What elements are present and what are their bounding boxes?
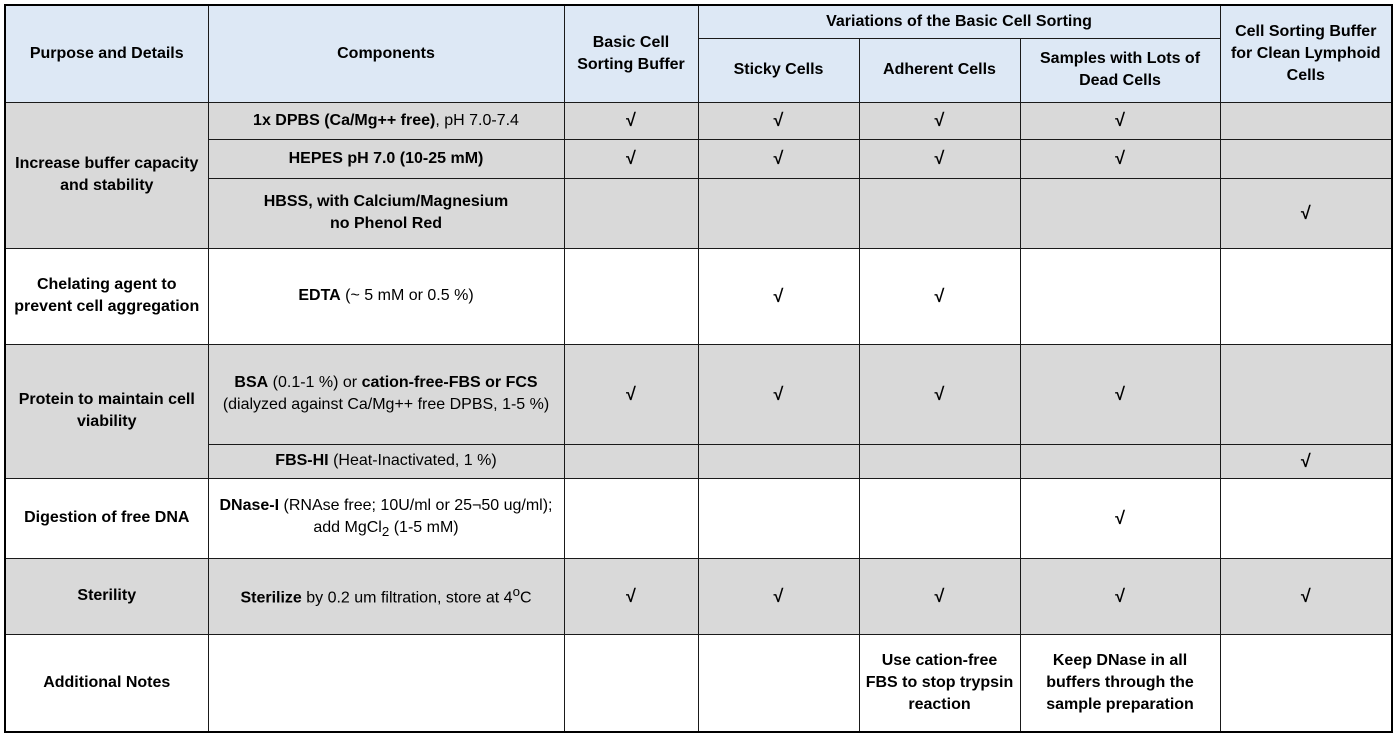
purpose-sterility: Sterility: [5, 558, 208, 634]
empty-cell: [208, 634, 564, 732]
header-purpose: Purpose and Details: [5, 5, 208, 102]
empty-cell: [859, 478, 1020, 558]
empty-cell: [564, 478, 698, 558]
purpose-chelating: Chelating agent to prevent cell aggregation: [5, 248, 208, 344]
check-mark: √: [859, 102, 1020, 139]
empty-cell: [1020, 248, 1220, 344]
check-mark: √: [1220, 444, 1392, 478]
header-sticky: Sticky Cells: [698, 38, 859, 102]
check-mark: √: [564, 139, 698, 178]
empty-cell: [698, 478, 859, 558]
empty-cell: [1220, 344, 1392, 444]
component-edta: EDTA (~ 5 mM or 0.5 %): [208, 248, 564, 344]
check-mark: √: [859, 248, 1020, 344]
check-mark: √: [564, 344, 698, 444]
empty-cell: [698, 444, 859, 478]
check-mark: √: [1020, 344, 1220, 444]
note-adherent: Use cation-free FBS to stop trypsin reaction: [859, 634, 1020, 732]
empty-cell: [1220, 248, 1392, 344]
check-mark: √: [698, 139, 859, 178]
empty-cell: [564, 178, 698, 248]
empty-cell: [698, 634, 859, 732]
component-hepes: HEPES pH 7.0 (10-25 mM): [208, 139, 564, 178]
check-mark: √: [859, 558, 1020, 634]
empty-cell: [1220, 478, 1392, 558]
header-adherent: Adherent Cells: [859, 38, 1020, 102]
check-mark: √: [698, 558, 859, 634]
note-dead: Keep DNase in all buffers through the sample preparation: [1020, 634, 1220, 732]
check-mark: √: [564, 102, 698, 139]
empty-cell: [1020, 444, 1220, 478]
empty-cell: [1220, 634, 1392, 732]
check-mark: √: [1220, 558, 1392, 634]
component-sterilize: Sterilize by 0.2 um filtration, store at 4$^o$C: [208, 558, 564, 634]
check-mark: √: [859, 344, 1020, 444]
check-mark: √: [1220, 178, 1392, 248]
buffer-table: [4, 4, 1393, 733]
header-dead: Samples with Lots of Dead Cells: [1020, 38, 1220, 102]
component-dnase: DNase-I (RNAse free; 10U/ml or 25¬50 ug/ml); add MgCl$_2$ (1-5 mM): [208, 478, 564, 558]
check-mark: √: [698, 344, 859, 444]
purpose-dna: Digestion of free DNA: [5, 478, 208, 558]
component-hbss: HBSS, with Calcium/Magnesium no Phenol Red: [208, 178, 564, 248]
empty-cell: [1220, 139, 1392, 178]
check-mark: √: [1020, 102, 1220, 139]
header-variations: Variations of the Basic Cell Sorting: [698, 5, 1220, 38]
empty-cell: [564, 248, 698, 344]
purpose-buffer: Increase buffer capacity and stability: [5, 102, 208, 248]
component-dpbs: 1x DPBS (Ca/Mg++ free), pH 7.0-7.4: [208, 102, 564, 139]
header-basic: Basic Cell Sorting Buffer: [564, 5, 698, 102]
empty-cell: [698, 178, 859, 248]
empty-cell: [1020, 178, 1220, 248]
empty-cell: [564, 634, 698, 732]
component-bsa: BSA (0.1-1 %) or cation-free-FBS or FCS (dialyzed against Ca/Mg++ free DPBS, 1-5 %): [208, 344, 564, 444]
check-mark: √: [698, 248, 859, 344]
empty-cell: [564, 444, 698, 478]
empty-cell: [859, 444, 1020, 478]
header-components: Components: [208, 5, 564, 102]
header-lymphoid: Cell Sorting Buffer for Clean Lymphoid Cells: [1220, 5, 1392, 102]
purpose-protein: Protein to maintain cell viability: [5, 344, 208, 478]
empty-cell: [1220, 102, 1392, 139]
check-mark: √: [1020, 139, 1220, 178]
check-mark: √: [1020, 558, 1220, 634]
check-mark: √: [859, 139, 1020, 178]
purpose-notes: Additional Notes: [5, 634, 208, 732]
check-mark: √: [1020, 478, 1220, 558]
check-mark: √: [564, 558, 698, 634]
component-fbs-hi: FBS-HI (Heat-Inactivated, 1 %): [208, 444, 564, 478]
empty-cell: [859, 178, 1020, 248]
check-mark: √: [698, 102, 859, 139]
